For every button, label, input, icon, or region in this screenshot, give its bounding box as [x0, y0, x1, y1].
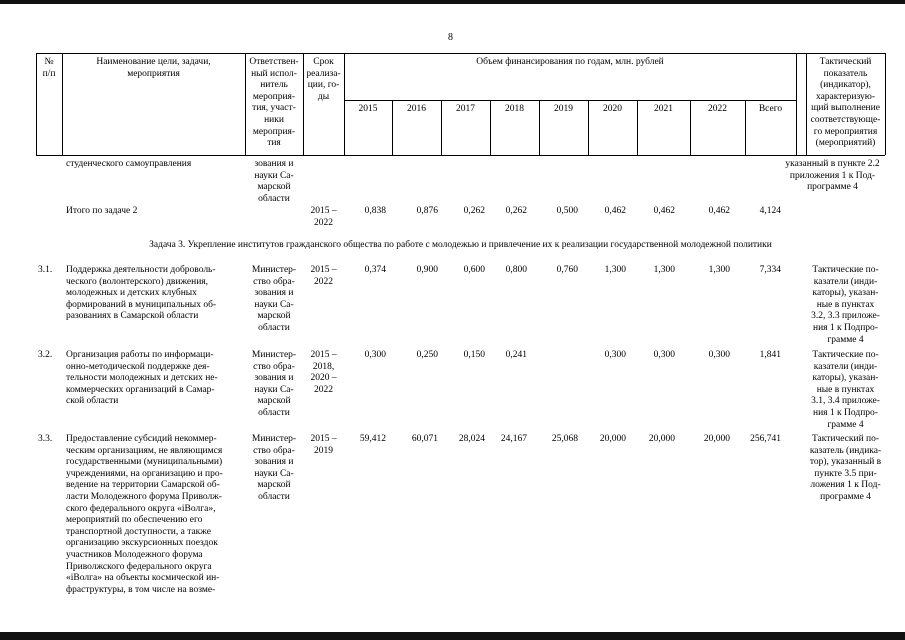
- row-term: 2019: [314, 445, 333, 456]
- continuation-name: студенческого самоуправления: [66, 159, 192, 169]
- header-responsible: ный испол-: [251, 68, 297, 79]
- row-responsible: области: [258, 408, 290, 418]
- header-indicator: го мероприятия: [813, 126, 878, 137]
- row-value: 0,760: [556, 265, 578, 275]
- row-name: участников Молодежного форума: [66, 550, 203, 560]
- header-name: Наименование цели, задачи,: [96, 57, 211, 67]
- row-responsible: ство обра-: [253, 445, 295, 456]
- row-name: организацию экскурсионных поездок: [66, 538, 218, 549]
- row-name: государственными (муниципальными): [66, 457, 223, 468]
- row-value: 7,334: [759, 265, 781, 275]
- row-value: 60,071: [411, 434, 438, 444]
- row-name: учреждениями, на организацию и про-: [66, 468, 223, 479]
- row-responsible: науки Са-: [254, 299, 294, 310]
- row-value: 28,024: [458, 434, 485, 444]
- subtotal-value: 0,876: [416, 206, 438, 216]
- row-value: 0,800: [505, 265, 527, 275]
- task-heading: Задача 3. Укрепление институтов гражданского общества по работе с молодежью и привлечение их к реализации государственной молодежной политики: [149, 240, 772, 250]
- header-responsible: Ответствен-: [249, 57, 299, 67]
- row-term: 2015 –: [310, 350, 337, 360]
- subtotal-value: 0,262: [463, 206, 485, 216]
- row-value: 59,412: [359, 434, 386, 444]
- subtotal-value: 0,462: [708, 206, 730, 216]
- row-term: 2020 –: [310, 373, 337, 384]
- row-indicator: Тактический по-: [811, 434, 880, 444]
- row-responsible: зования и: [254, 288, 294, 299]
- row-value: 256,741: [750, 434, 781, 444]
- header-term: ции, го-: [307, 80, 340, 91]
- row-name: ласти Молодежного форума Приволж-: [66, 492, 222, 502]
- subtotal-value: 0,838: [364, 206, 386, 216]
- row-name: Поддержка деятельности доброволь-: [66, 265, 216, 275]
- header-year: 2019: [554, 104, 573, 114]
- row-indicator: казатель (индика-: [809, 445, 882, 456]
- row-indicator: грамме 4: [827, 334, 864, 345]
- header-responsible: ники: [264, 115, 284, 125]
- row-indicator: грамме 4: [827, 419, 864, 430]
- row-responsible: марской: [257, 480, 291, 491]
- row-value: 0,250: [416, 350, 438, 360]
- row-indicator: пункте 3.5 при-: [814, 468, 877, 479]
- row-term: 2015 –: [310, 434, 337, 444]
- row-responsible: зования и: [254, 373, 294, 384]
- row-indicator: ные в пунктах: [816, 384, 875, 395]
- row-responsible: науки Са-: [254, 468, 294, 479]
- header-responsible: нитель: [260, 80, 288, 91]
- header-indicator: (индикатор),: [820, 80, 871, 91]
- row-name: ческим организациям, не являющимся: [66, 445, 223, 456]
- header-year: 2016: [407, 104, 426, 114]
- row-name: транспортной доступности, а также: [66, 526, 211, 537]
- row-indicator: тор), указанный в: [809, 457, 882, 468]
- row-name: ского федерального округа «iВолга»,: [66, 503, 216, 514]
- subtotal-value: 0,500: [556, 206, 578, 216]
- row-responsible: области: [258, 323, 290, 333]
- continuation-indicator: программе 4: [807, 182, 858, 193]
- row-indicator: каторы), указан-: [812, 373, 879, 384]
- row-name: мероприятий по обеспечению его: [66, 515, 203, 526]
- row-indicator: ные в пунктах: [816, 299, 875, 310]
- row-name: Организация работы по информаци-: [66, 350, 214, 360]
- page-number: 8: [448, 32, 453, 43]
- row-indicator: Тактические по-: [812, 350, 879, 360]
- bottom-scan-border: [0, 632, 905, 640]
- row-value: 1,841: [759, 350, 781, 360]
- row-indicator: каторы), указан-: [812, 288, 879, 299]
- row-number: 3.1.: [38, 265, 53, 275]
- header-responsible: мероприя-: [252, 91, 296, 102]
- header-indicator: показатель: [823, 68, 868, 79]
- continuation-responsible: науки Са-: [254, 170, 294, 181]
- continuation-responsible: марской: [257, 182, 291, 193]
- header-year: 2015: [358, 104, 378, 114]
- row-indicator: 3.2, 3.3 приложе-: [811, 311, 880, 322]
- row-name: Приволжского федерального округа: [66, 561, 212, 572]
- header-year: 2017: [456, 104, 475, 114]
- row-indicator: казатели (инди-: [813, 276, 878, 287]
- row-indicator: ния 1 к Подпро-: [813, 408, 878, 418]
- row-value: 24,167: [500, 434, 527, 444]
- row-name: онно-методической поддержке дея-: [66, 361, 210, 372]
- row-indicator: программе 4: [820, 492, 871, 502]
- table-top-border: [36, 53, 885, 54]
- row-responsible: Министер-: [251, 434, 297, 444]
- header-term: ды: [317, 91, 330, 102]
- row-responsible: ство обра-: [253, 361, 295, 372]
- row-value: 25,068: [551, 434, 578, 444]
- row-value: 20,000: [648, 434, 675, 444]
- row-term: 2015 –: [310, 265, 337, 275]
- subtotal-value: 4,124: [759, 206, 781, 216]
- row-name: ведение на территории Самарской об-: [66, 480, 220, 491]
- header-indicator: характеризую-: [815, 91, 876, 102]
- subtotal-term: 2022: [314, 217, 333, 228]
- row-responsible: марской: [257, 396, 291, 407]
- header-year: 2020: [603, 104, 622, 114]
- years-row-top: [344, 100, 796, 101]
- row-name: ческого (волонтерского) движения,: [66, 276, 209, 287]
- row-responsible: Министер-: [251, 350, 297, 360]
- row-term: 2022: [314, 384, 333, 395]
- header-year: 2022: [708, 104, 727, 114]
- row-name: фраструктуры, в том числе на возме-: [66, 584, 216, 595]
- row-value: 20,000: [703, 434, 730, 444]
- row-value: 0,300: [708, 350, 730, 360]
- subtotal-value: 0,462: [604, 206, 626, 216]
- header-year: 2018: [505, 104, 524, 114]
- header-responsible: тия: [267, 138, 281, 149]
- header-responsible: тия, участ-: [252, 103, 296, 114]
- row-responsible: марской: [257, 311, 291, 322]
- row-value: 0,150: [463, 350, 485, 360]
- row-responsible: области: [258, 492, 290, 502]
- row-value: 20,000: [599, 434, 626, 444]
- row-indicator: ложения 1 к Под-: [810, 480, 881, 491]
- row-term: 2018,: [312, 361, 335, 372]
- row-indicator: 3.1, 3.4 приложе-: [811, 396, 880, 407]
- row-name: формирований в муниципальных об-: [66, 299, 217, 310]
- row-number: 3.3.: [38, 434, 53, 444]
- top-scan-border: [0, 0, 905, 4]
- header-financing: Объем финансирования по годам, млн. рублей: [476, 57, 664, 67]
- row-responsible: ство обра-: [253, 276, 295, 287]
- row-value: 0,241: [505, 350, 527, 360]
- header-indicator: соответствующе-: [810, 115, 881, 125]
- header-indicator: (мероприятий): [815, 138, 876, 149]
- header-name: мероприятия: [127, 68, 180, 79]
- row-name: тельности молодежных и детских не-: [66, 373, 218, 384]
- header-term: Срок: [313, 57, 334, 67]
- row-responsible: Министер-: [251, 265, 297, 275]
- subtotal-value: 0,262: [505, 206, 527, 216]
- row-value: 1,300: [653, 265, 675, 275]
- continuation-responsible: области: [258, 193, 290, 204]
- header-bottom-border: [36, 155, 885, 156]
- header-number: п/п: [42, 68, 56, 79]
- continuation-responsible: зования и: [254, 159, 294, 169]
- row-indicator: ния 1 к Подпро-: [813, 323, 878, 333]
- row-name: молодежных и детских клубных: [66, 288, 197, 299]
- subtotal-term: 2015 –: [310, 206, 337, 216]
- header-number: №: [44, 57, 54, 67]
- row-value: 0,900: [416, 265, 438, 275]
- subtotal-label: Итого по задаче 2: [66, 206, 138, 216]
- row-indicator: казатели (инди-: [813, 361, 878, 372]
- row-number: 3.2.: [38, 350, 53, 360]
- row-name: разованиях в Самарской области: [66, 311, 199, 322]
- row-value: 0,600: [463, 265, 485, 275]
- row-value: 1,300: [604, 265, 626, 275]
- row-value: 0,300: [604, 350, 626, 360]
- column-divider: [885, 53, 886, 155]
- row-value: 0,374: [364, 265, 386, 275]
- continuation-indicator: приложения 1 к Под-: [789, 170, 876, 181]
- row-responsible: науки Са-: [254, 384, 294, 395]
- header-indicator: щий выполнение: [811, 103, 880, 114]
- row-value: 0,300: [653, 350, 675, 360]
- header-responsible: мероприя-: [252, 126, 296, 137]
- row-name: ской области: [66, 396, 119, 407]
- header-term: реализа-: [306, 68, 341, 79]
- row-name: «iВолга» на объекты космической ин-: [66, 573, 220, 584]
- year-column-divider: [796, 100, 797, 155]
- row-name: коммерческих организаций в Самар-: [66, 384, 215, 395]
- row-value: 1,300: [708, 265, 730, 275]
- row-value: 0,300: [364, 350, 386, 360]
- subtotal-value: 0,462: [653, 206, 675, 216]
- header-year: 2021: [654, 104, 673, 114]
- continuation-indicator: указанный в пункте 2.2: [785, 159, 880, 169]
- row-name: Предоставление субсидий некоммер-: [66, 434, 217, 444]
- header-indicator: Тактический: [819, 57, 872, 67]
- row-term: 2022: [314, 276, 333, 287]
- row-indicator: Тактические по-: [812, 265, 879, 275]
- row-responsible: зования и: [254, 457, 294, 468]
- header-total: Всего: [758, 104, 783, 114]
